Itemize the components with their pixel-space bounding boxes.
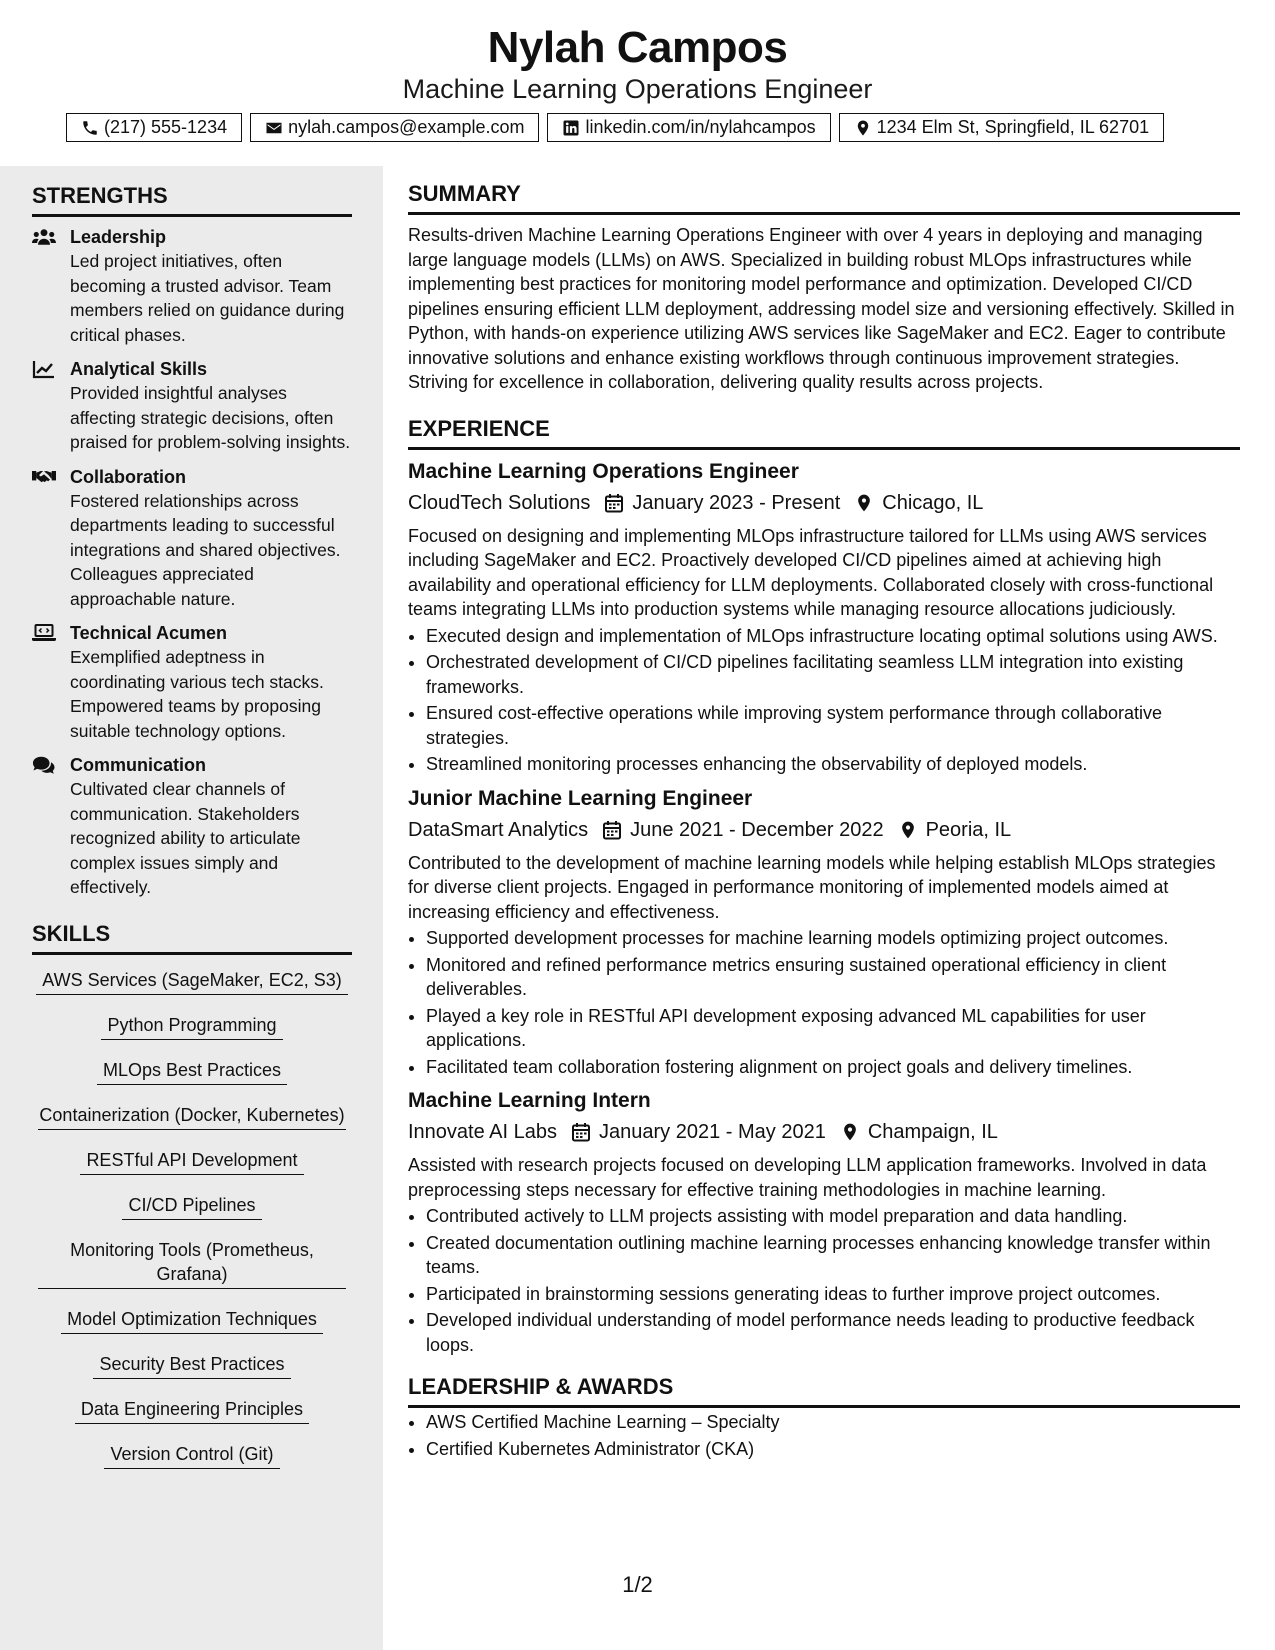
skill-item: Monitoring Tools (Prometheus, Grafana): [38, 1238, 346, 1289]
phone-icon: [81, 119, 99, 137]
strength-title: Technical Acumen: [70, 623, 228, 643]
strength-item: [32, 753, 352, 900]
contact-phone[interactable]: [66, 113, 242, 142]
handshake-icon: [32, 467, 56, 487]
job-meta: [408, 1118, 1240, 1146]
job-description: Contributed to the development of machine learning models while helping establish MLOps strategies for diverse client projects. Engaged in performance monitoring of implemented models aimed at increasing efficiency and effectiveness.: [408, 852, 1216, 922]
job-location: Champaign, IL: [867, 1121, 998, 1143]
strength-item: [32, 465, 352, 612]
job-description: Assisted with research projects focused on developing LLM application frameworks. Involved in data preprocessing steps necessary for effective training methodologies in machine learning.: [408, 1155, 1207, 1200]
strength-desc: Fostered relationships across departments leading to successful integrations and shared objectives. Colleagues appreciated approachable nature.: [70, 490, 341, 609]
comments-icon: [32, 755, 56, 775]
strength-title: Collaboration: [70, 466, 186, 487]
job-company: DataSmart Analytics: [408, 818, 589, 841]
location-pin-icon: [898, 820, 918, 840]
job-entry: [408, 785, 1240, 1080]
calendar-icon: [571, 1122, 591, 1142]
job-bullet: • Monitored and refined performance metrics ensuring sustained operational efficiency in client deliverables.: [426, 953, 1240, 1002]
resume-header: [0, 0, 1275, 166]
contact-email-text: nylah.campos@example.com: [288, 117, 525, 137]
awards-list: [408, 1410, 1240, 1461]
award-item: • Certified Kubernetes Administrator (CKA): [426, 1437, 1240, 1462]
calendar-icon: [602, 820, 622, 840]
strength-desc: Cultivated clear channels of communication. Stakeholders recognized ability to articulate complex issues simply and effectively.: [70, 779, 301, 897]
job-bullet: • Played a key role in RESTful API development exposing advanced ML capabilities for user applications.: [426, 1004, 1240, 1053]
contact-bar: [66, 113, 1164, 145]
summary-text: Results-driven Machine Learning Operations Engineer with over 4 years in deploying and managing large language models (LLMs) on AWS. Specialized in building robust MLOps infrastructures while implementing best practices for monitoring model performance and optimization. Developed CI/CD pipelines ensuring efficient LLM deployment, addressing model size and versioning effectively. Skilled in Python, with hands-on experience utilizing AWS services like SageMaker and EC2. Eager to contribute innovative solutions and enhance existing workflows through continuous improvement strategies. Striving for excellence in collaboration, delivering quality results across projects.: [408, 225, 1235, 392]
job-bullet: • Ensured cost-effective operations while improving system performance through collaborative strategies.: [426, 701, 1240, 750]
strength-item: [32, 357, 352, 455]
job-bullets: [408, 926, 1240, 1079]
strength-title: Communication: [70, 755, 207, 775]
skill-item: Python Programming: [101, 1013, 282, 1040]
job-location: Chicago, IL: [882, 491, 984, 514]
skills-heading: SKILLS: [32, 920, 352, 955]
chart-line-icon: [32, 359, 56, 379]
job-bullet: • Executed design and implementation of MLOps infrastructure locating optimal solutions using AWS.: [426, 624, 1240, 649]
location-pin-icon: [854, 493, 874, 513]
main-content: [408, 180, 1240, 1461]
job-entry: [408, 1087, 1240, 1357]
location-pin-icon: [840, 1122, 860, 1142]
sidebar: [0, 166, 383, 1650]
job-title: Junior Machine Learning Engineer: [408, 786, 753, 810]
strength-desc: Led project initiatives, often becoming a trusted advisor. Team members relied on guidance during critical phases.: [70, 251, 345, 345]
awards-heading: LEADERSHIP & AWARDS: [408, 1373, 1240, 1408]
summary-heading: SUMMARY: [408, 180, 1240, 215]
job-bullets: [408, 624, 1240, 777]
laptop-code-icon: [32, 623, 56, 643]
users-icon: [32, 227, 56, 247]
job-entry: [408, 458, 1240, 777]
strength-item: [32, 225, 352, 347]
strengths-list: [32, 225, 352, 900]
job-description: Focused on designing and implementing MLOps infrastructure tailored for LLMs using AWS services including SageMaker and EC2. Proactively developed CI/CD pipelines aimed at achieving high availability and operational efficiency for LLM deployments. Collaborated closely with cross-functional teams integrating LLMs into production systems while managing resource allocations judiciously.: [408, 525, 1214, 619]
strength-title: Leadership: [70, 227, 167, 247]
job-bullet: • Participated in brainstorming sessions generating ideas to further improve project outcomes.: [426, 1282, 1240, 1307]
job-bullets: [408, 1204, 1240, 1357]
job-location: Peoria, IL: [925, 818, 1012, 841]
skill-item: Model Optimization Techniques: [61, 1307, 323, 1334]
contact-linkedin[interactable]: [547, 113, 830, 142]
linkedin-icon: [562, 119, 580, 137]
contact-linkedin-text: linkedin.com/in/nylahcampos: [585, 117, 816, 137]
skill-item: Version Control (Git): [104, 1442, 279, 1469]
strength-desc: Provided insightful analyses affecting strategic decisions, often praised for problem-solving insights.: [70, 383, 351, 452]
location-pin-icon: [854, 119, 872, 137]
job-bullet: • Created documentation outlining machine learning processes enhancing knowledge transfer within teams.: [426, 1231, 1240, 1280]
skill-item: Containerization (Docker, Kubernetes): [38, 1103, 346, 1130]
job-bullet: • Contributed actively to LLM projects assisting with model preparation and data handling.: [426, 1204, 1240, 1229]
page-number: 1/2: [622, 1572, 653, 1597]
calendar-icon: [604, 493, 624, 513]
job-title: Machine Learning Intern: [408, 1089, 651, 1112]
candidate-role: Machine Learning Operations Engineer: [402, 74, 873, 104]
strength-title: Analytical Skills: [70, 359, 208, 379]
job-bullet: • Supported development processes for machine learning models optimizing project outcomes.: [426, 926, 1240, 951]
job-company: CloudTech Solutions: [408, 491, 591, 514]
award-item: • AWS Certified Machine Learning – Specialty: [426, 1410, 1240, 1435]
skill-item: AWS Services (SageMaker, EC2, S3): [36, 968, 347, 995]
candidate-name: Nylah Campos: [487, 23, 788, 72]
job-dates: June 2021 - December 2022: [630, 818, 884, 841]
strength-item: [32, 621, 352, 743]
contact-address-text: 1234 Elm St, Springfield, IL 62701: [876, 117, 1150, 137]
skill-item: MLOps Best Practices: [97, 1058, 287, 1085]
job-bullet: • Facilitated team collaboration fostering alignment on project goals and delivery timelines.: [426, 1055, 1240, 1080]
contact-address: [839, 113, 1165, 142]
skills-list: [32, 963, 352, 1469]
contact-phone-text: (217) 555-1234: [104, 117, 228, 137]
skill-item: Security Best Practices: [93, 1352, 290, 1379]
job-bullet: • Developed individual understanding of model performance needs leading to productive feedback loops.: [426, 1308, 1240, 1357]
job-dates: January 2023 - Present: [632, 491, 841, 514]
skill-item: Data Engineering Principles: [75, 1397, 309, 1424]
job-meta: [408, 489, 1240, 517]
skill-item: CI/CD Pipelines: [122, 1193, 261, 1220]
job-bullet: • Streamlined monitoring processes enhancing the observability of deployed models.: [426, 752, 1240, 777]
job-dates: January 2021 - May 2021: [599, 1121, 826, 1143]
job-title: Machine Learning Operations Engineer: [408, 459, 799, 483]
job-bullet: • Orchestrated development of CI/CD pipelines facilitating seamless LLM integration into existing frameworks.: [426, 650, 1240, 699]
strengths-heading: STRENGTHS: [32, 182, 352, 217]
contact-email[interactable]: [250, 113, 539, 142]
job-meta: [408, 816, 1240, 844]
experience-heading: EXPERIENCE: [408, 415, 1240, 450]
envelope-icon: [265, 119, 283, 137]
skill-item: RESTful API Development: [80, 1148, 303, 1175]
strength-desc: Exemplified adeptness in coordinating various tech stacks. Empowered teams by proposing suitable technology options.: [70, 647, 324, 741]
job-company: Innovate AI Labs: [408, 1121, 558, 1143]
